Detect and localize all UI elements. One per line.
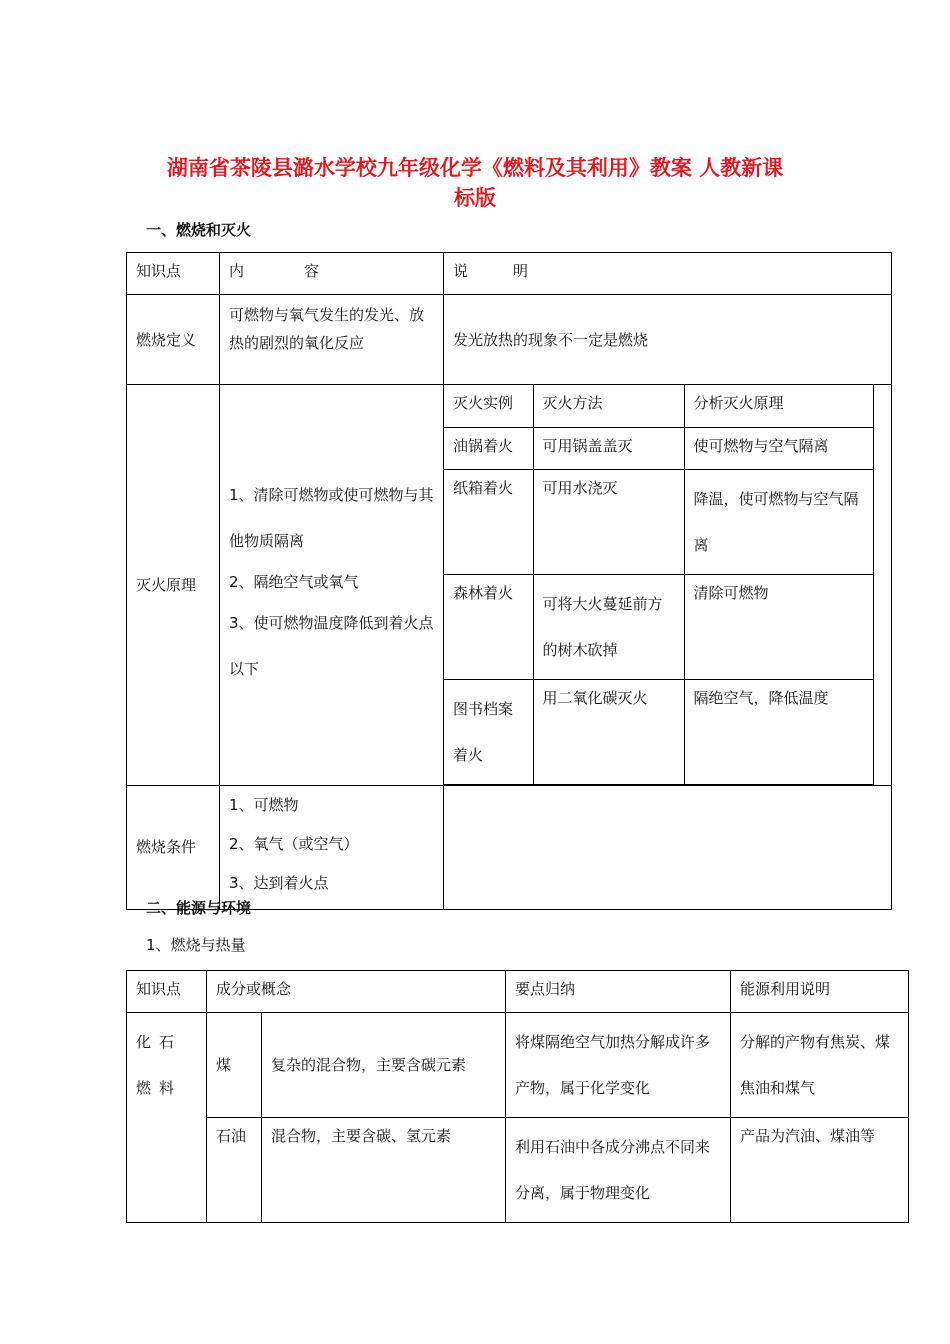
method-forest: 可将大火蔓延前方的树木砍掉 — [533, 574, 684, 679]
principle-item-2: 2、隔绝空气或氧气 — [229, 572, 359, 591]
example-paper-box: 纸箱着火 — [444, 469, 533, 574]
analysis-oil-pan: 使可燃物与空气隔离 — [684, 427, 874, 469]
header-summary: 要点归纳 — [506, 971, 731, 1013]
coal-usage: 分解的产物有焦炭、煤焦油和煤气 — [731, 1013, 909, 1118]
oil-usage: 产品为汽油、煤油等 — [731, 1118, 909, 1223]
principle-item-1: 1、清除可燃物或使可燃物与其他物质隔离 — [229, 485, 434, 550]
principle-item-3: 3、使可燃物温度降低到着火点以下 — [229, 613, 434, 678]
condition-3: 3、达到着火点 — [229, 873, 329, 892]
row-extinguish-principle: 灭火原理 — [127, 385, 220, 786]
oil-label: 石油 — [207, 1118, 262, 1223]
header-usage: 能源利用说明 — [731, 971, 909, 1013]
page-title-line1: 湖南省茶陵县潞水学校九年级化学《燃料及其利用》教案 人教新课 — [166, 156, 784, 180]
method-paper-box: 可用水浇灭 — [533, 469, 684, 574]
analysis-forest: 清除可燃物 — [684, 574, 874, 679]
combustion-table — [126, 252, 892, 910]
combustion-definition-content: 可燃物与氧气发生的发光、放热的剧烈的氧化反应 — [220, 295, 444, 385]
inner-header-example: 灭火实例 — [444, 385, 533, 427]
method-oil-pan: 可用锅盖盖灭 — [533, 427, 684, 469]
row-combustion-conditions: 燃烧条件 — [127, 785, 220, 909]
method-archives: 用二氧化碳灭火 — [533, 679, 684, 784]
subheading-1: 1、燃烧与热量 — [146, 936, 246, 954]
inner-header-analysis: 分析灭火原理 — [684, 385, 874, 427]
inner-header-method: 灭火方法 — [533, 385, 684, 427]
condition-2: 2、氧气（或空气） — [229, 834, 359, 853]
header-content: 内 容 — [220, 253, 444, 295]
section-heading-1: 一、燃烧和灭火 — [146, 221, 252, 239]
coal-summary: 将煤隔绝空气加热分解成许多产物，属于化学变化 — [506, 1013, 731, 1118]
coal-description: 复杂的混合物，主要含碳元素 — [262, 1013, 506, 1118]
extinguish-examples-table — [444, 385, 874, 785]
energy-table — [126, 970, 909, 1223]
extinguish-examples-cell — [444, 385, 892, 786]
header-point: 知识点 — [127, 253, 220, 295]
combustion-definition-note: 发光放热的现象不一定是燃烧 — [444, 295, 892, 385]
analysis-paper-box: 降温，使可燃物与空气隔离 — [684, 469, 874, 574]
condition-1: 1、可燃物 — [229, 795, 299, 814]
coal-label: 煤 — [207, 1013, 262, 1118]
example-forest: 森林着火 — [444, 574, 533, 679]
header-point-2: 知识点 — [127, 971, 207, 1013]
fossil-fuel-category: 化石燃料 — [127, 1013, 207, 1223]
oil-description: 混合物，主要含碳、氢元素 — [262, 1118, 506, 1223]
combustion-conditions-note — [444, 785, 892, 909]
row-combustion-definition: 燃烧定义 — [127, 295, 220, 385]
section-heading-2: 二、能源与环境 — [146, 899, 252, 917]
page-title-line2: 标版 — [454, 186, 496, 210]
example-archives: 图书档案着火 — [444, 679, 533, 784]
oil-summary: 利用石油中各成分沸点不同来分离，属于物理变化 — [506, 1118, 731, 1223]
header-note: 说 明 — [444, 253, 892, 295]
example-oil-pan: 油锅着火 — [444, 427, 533, 469]
combustion-conditions-content — [220, 785, 444, 909]
header-concept: 成分或概念 — [207, 971, 506, 1013]
analysis-archives: 隔绝空气，降低温度 — [684, 679, 874, 784]
extinguish-principle-content — [220, 385, 444, 786]
